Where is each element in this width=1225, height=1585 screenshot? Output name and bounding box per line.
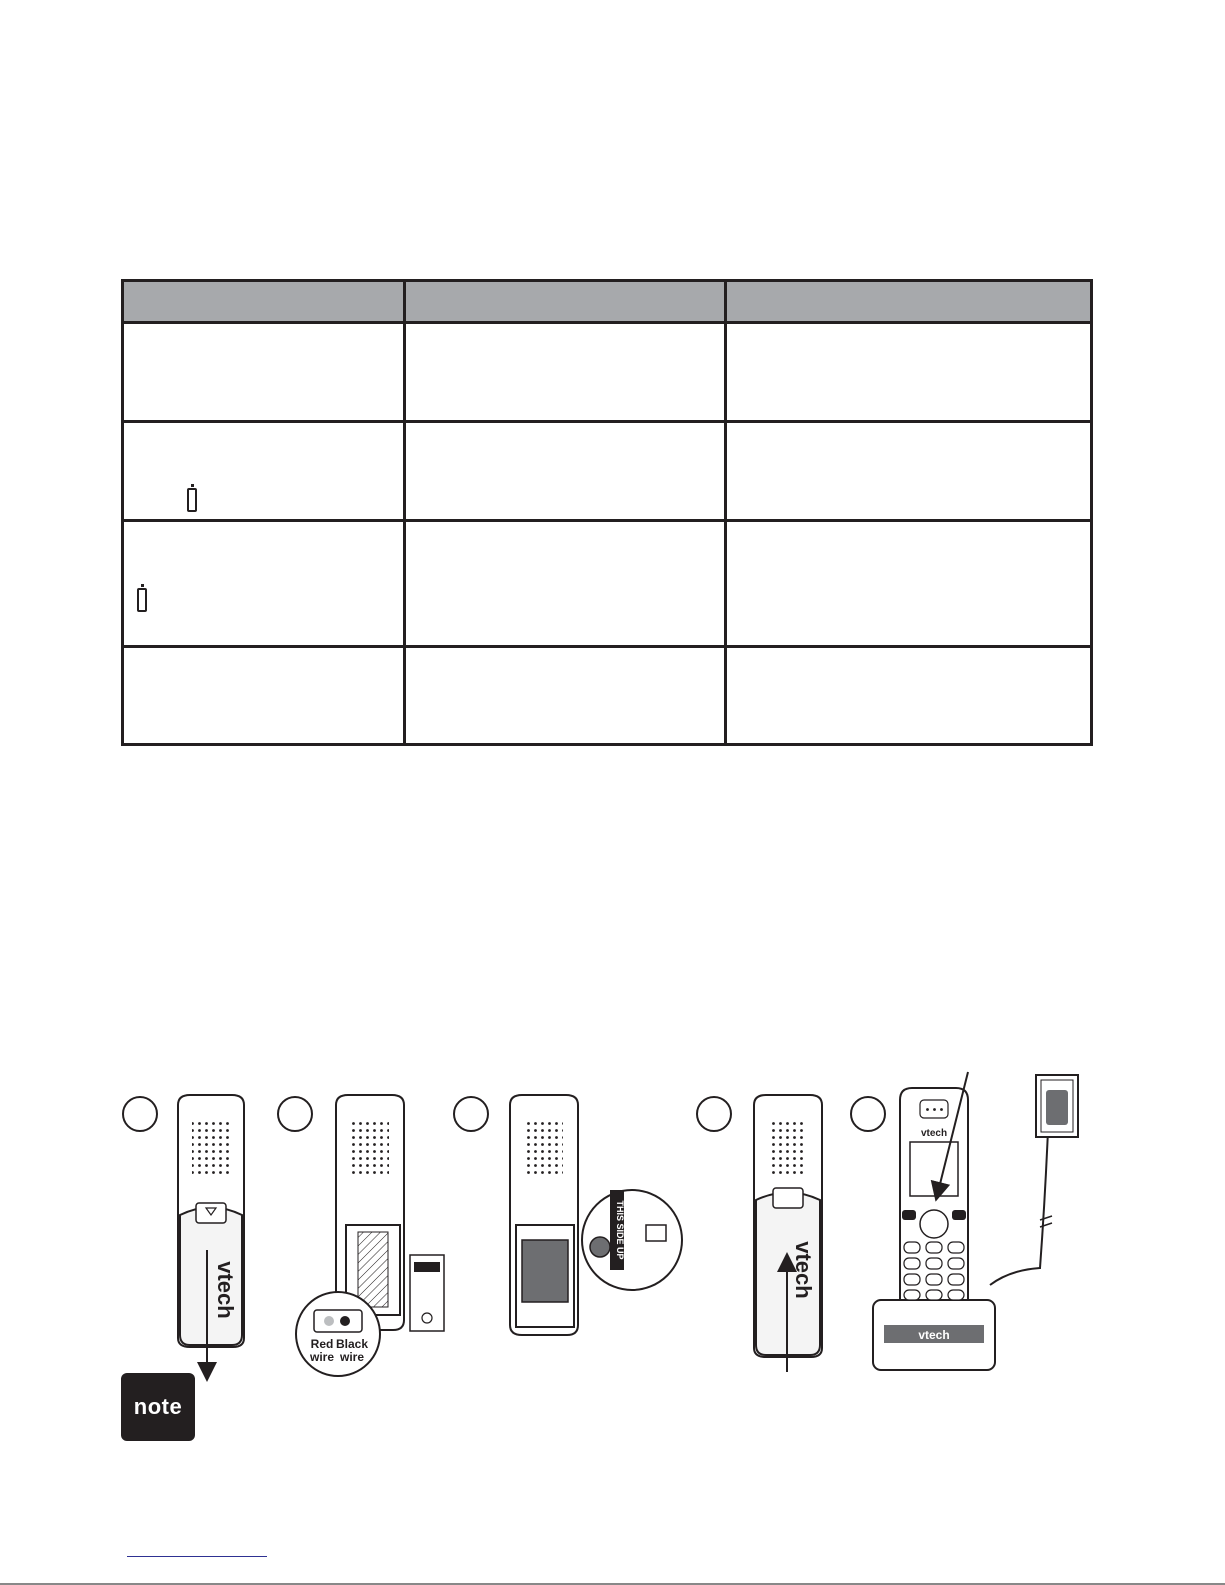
red-wire-label-2: wire bbox=[309, 1350, 335, 1364]
column-divider bbox=[724, 282, 727, 743]
battery-installation-illustration bbox=[0, 1060, 1225, 1390]
battery-empty-icon bbox=[137, 588, 147, 612]
handset-step-2 bbox=[296, 1095, 444, 1376]
black-wire-label-2: wire bbox=[339, 1350, 365, 1364]
this-side-up-label: THIS SIDE UP bbox=[615, 1200, 625, 1260]
table-row-3-cell-1 bbox=[124, 522, 403, 645]
handset-on-charger bbox=[873, 1072, 1078, 1370]
column-divider bbox=[403, 282, 406, 743]
charger-brand-logo: vtech bbox=[918, 1328, 950, 1342]
black-wire-label: Black bbox=[335, 1337, 369, 1351]
table-row-4-cell-1 bbox=[124, 648, 403, 744]
red-wire-label: Red bbox=[310, 1337, 334, 1351]
brand-logo: vtech bbox=[213, 1261, 238, 1319]
brand-logo: vtech bbox=[791, 1241, 816, 1299]
footer-link-underline bbox=[127, 1556, 267, 1557]
handset-step-4 bbox=[754, 1095, 822, 1372]
handset-step-3 bbox=[510, 1095, 682, 1335]
handset-step-1 bbox=[178, 1095, 244, 1372]
battery-indicator-table bbox=[121, 279, 1093, 746]
battery-low-icon bbox=[187, 488, 197, 512]
table-row-2-cell-1 bbox=[124, 423, 403, 519]
table-row-1-cell-1 bbox=[124, 324, 403, 420]
svg-text:vtech: vtech bbox=[920, 1128, 948, 1139]
note-badge: note bbox=[121, 1373, 195, 1441]
table-header-row bbox=[124, 282, 1090, 324]
